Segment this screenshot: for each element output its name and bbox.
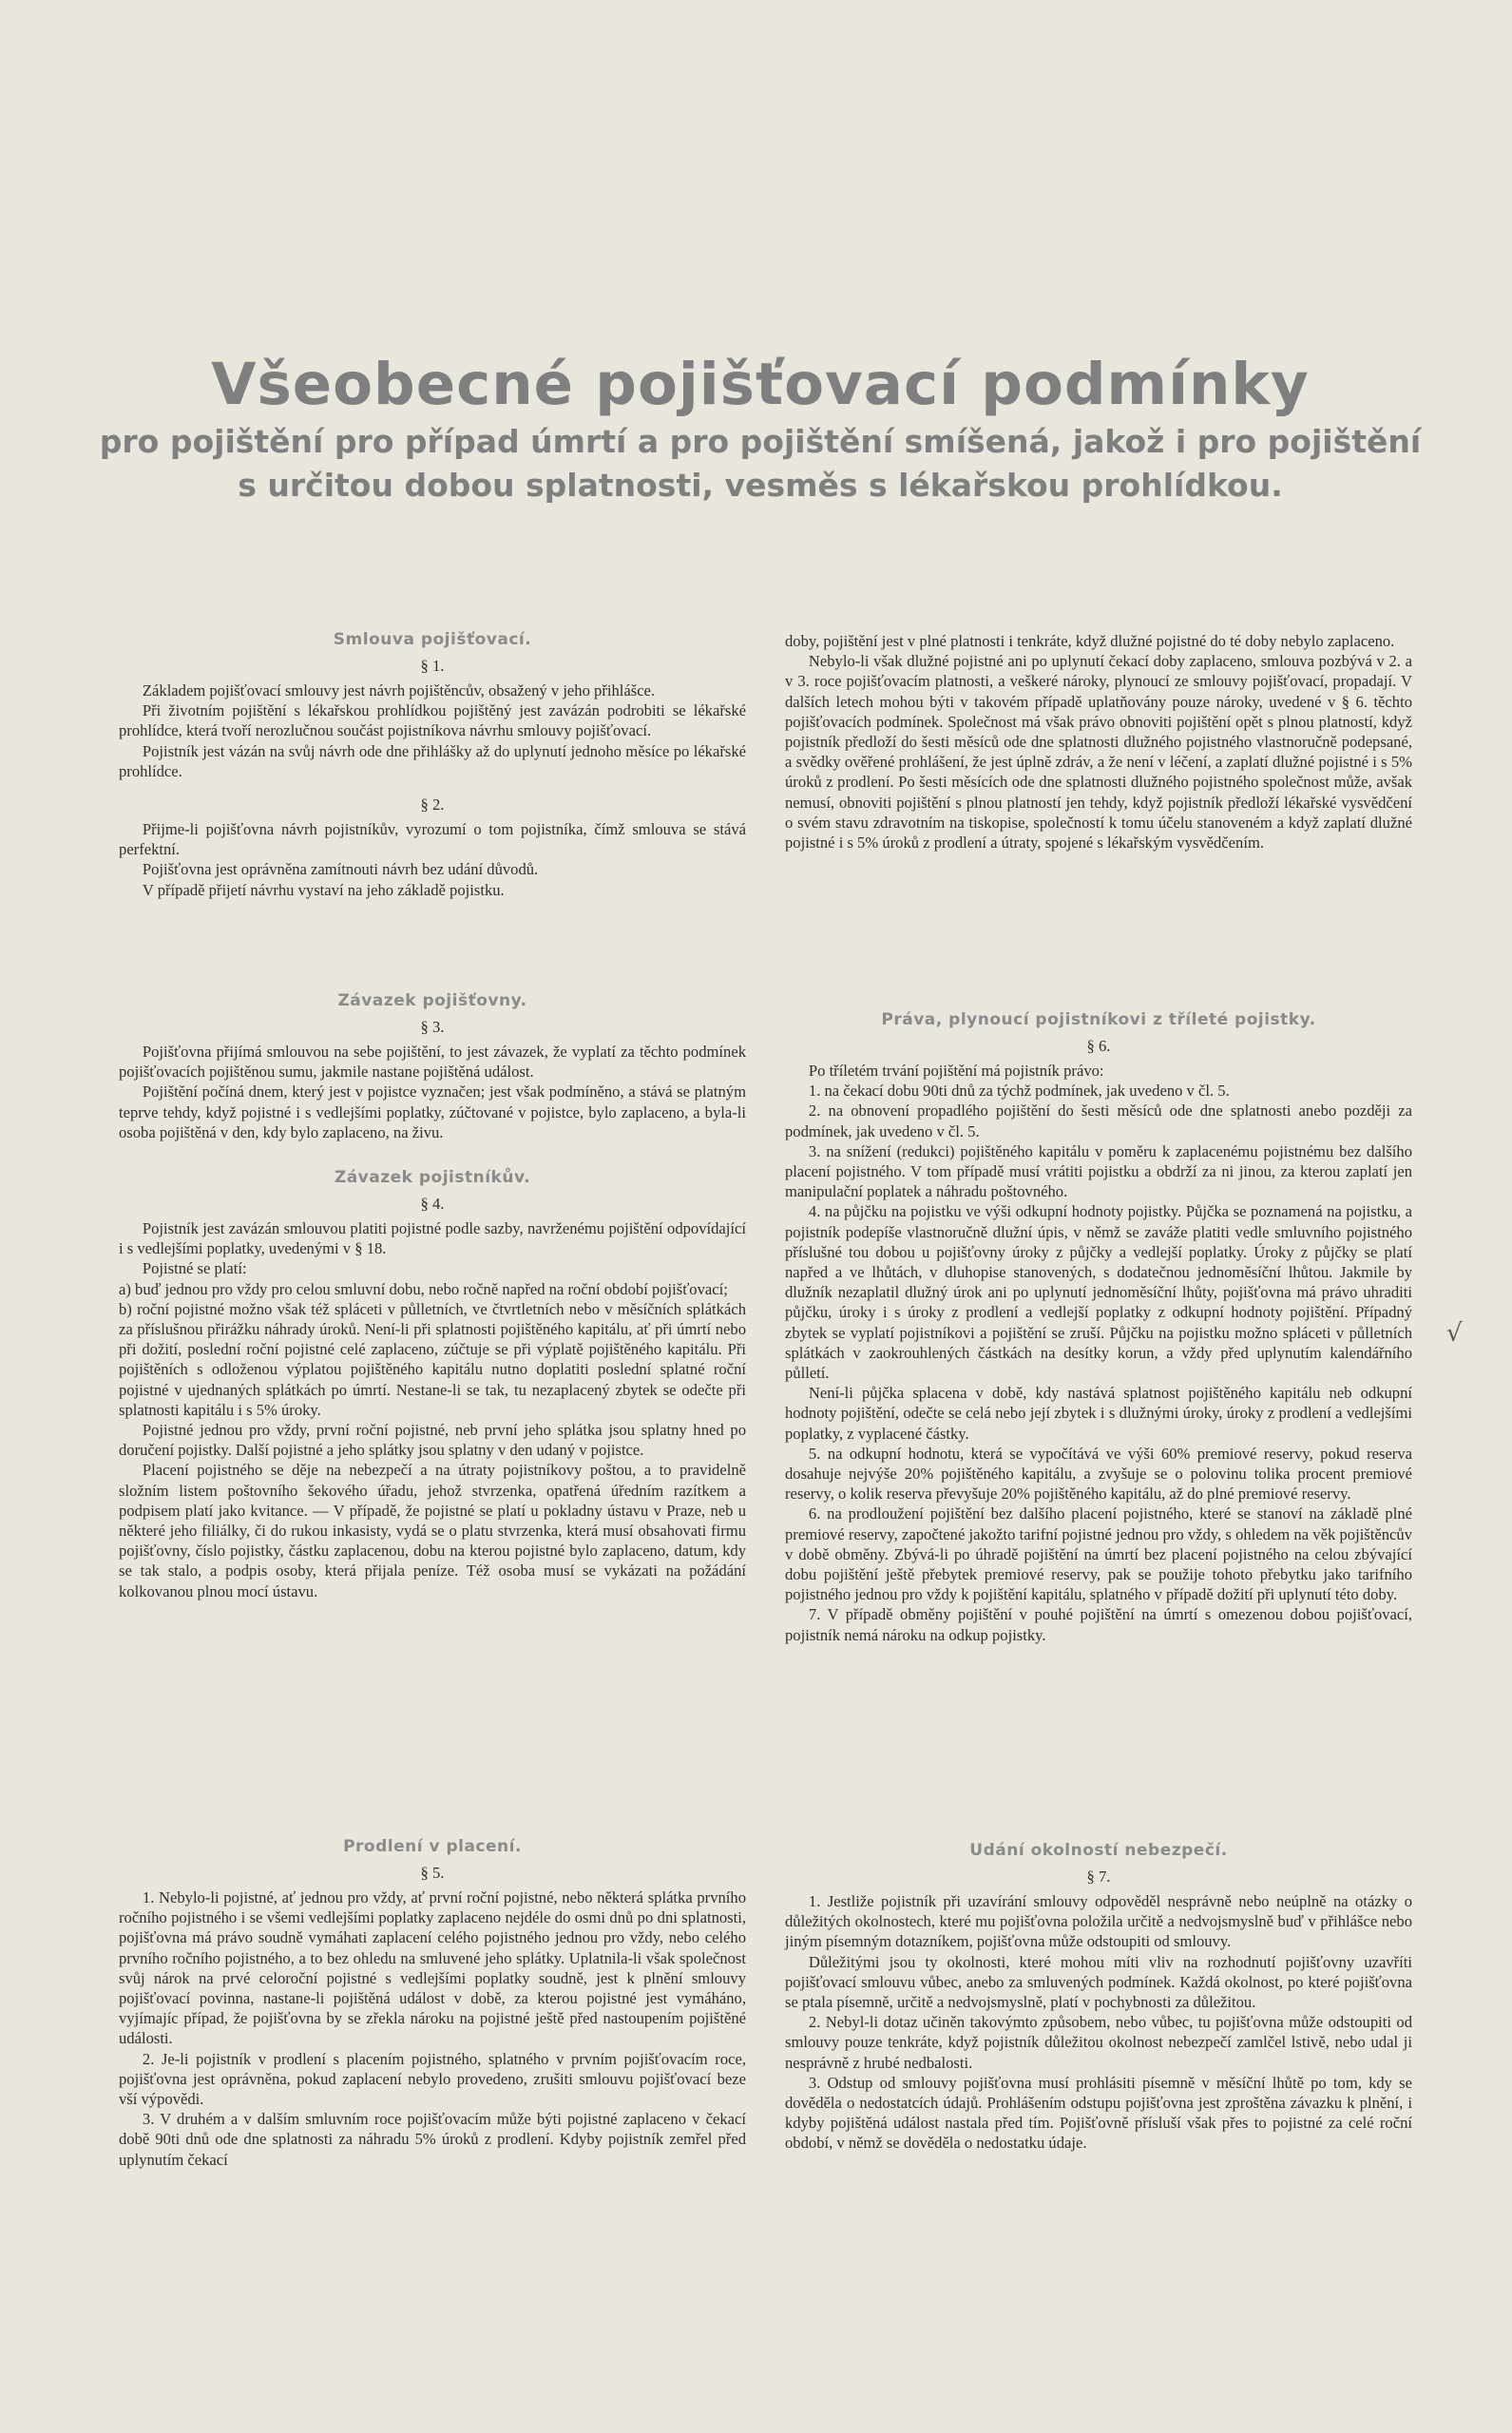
paragraph-text: Pojištění počíná dnem, který jest v pojistce vyznačen; jest však podmíněno, a stává se platným teprve tehdy, když pojistné i s vedlejšími poplatky, zúčtované v pojistce, bylo zaplaceno, a byla-li osoba pojištěná v den, kdy bylo zaplaceno, na živu. (119, 1082, 746, 1141)
section-zavazek-pojistovny (119, 990, 746, 1601)
section-heading: Práva, plynoucí pojistníkovi z tříleté pojistky. (881, 1010, 1316, 1029)
paragraph-number: § 5. (420, 1864, 445, 1882)
paragraph-text: Přijme-li pojišťovna návrh pojistníkův, vyrozumí o tom pojistníka, čímž smlouva se stává perfektní. (119, 820, 746, 859)
document-subtitle: pro pojištění pro případ úmrtí a pro pojištění smíšená, jakož i pro pojištění s určitou dobou splatnosti, vesměs s lékařskou prohlídkou. (99, 423, 1422, 504)
paragraph-text: V případě přijetí návrhu vystaví na jeho základě pojistku. (142, 880, 505, 899)
paragraph-text: 1. Jestliže pojistník při uzavírání smlouvy odpověděl nesprávně nebo neúplně na otázky o důležitých okolnostech, které mu pojišťovna položila určitě a nedvojsmyslně buď v přihlášce nebo jiným písemným dotazníkem, pojišťovna může odstoupiti od smlouvy. (785, 1892, 1412, 1951)
paragraph-text: Po tříletém trvání pojištění má pojistník právo: (808, 1062, 1104, 1080)
paragraph-text: 3. na snížení (redukci) pojištěného kapitálu v poměru k zaplacenému pojistnému bez dalšího placení pojistného. V tom případě musí vrátiti pojistku a obdrží za ni jinou, za kterou zaplatí jen manipulační poplatek a náhradu poštovného. (785, 1141, 1412, 1201)
paragraph-text: 6. na prodloužení pojištění bez dalšího placení pojistného, které se stanoví na základě plné premiové reservy, započtené jakožto tarifní pojistné jednou pro vždy, s ohledem na věk pojištěncův v době obměny. Zbývá-li po úhradě pojištění na úmrtí bez placení pojistného na celou zbývající dobu pojištění ještě přebytek premiové reservy, pak se použije tohoto přebytku jako tarifního pojistného jednou pro vždy k pojištění kapitálu, splatného v případě dožití při uplynutí této doby. (785, 1504, 1412, 1604)
section-prodleni-continued (785, 631, 1412, 853)
section-prodleni (119, 1836, 746, 2170)
section-heading: Závazek pojišťovny. (337, 991, 527, 1010)
section-heading: Závazek pojistníkův. (334, 1168, 531, 1188)
paragraph-text: 3. V druhém a v dalším smluvním roce pojišťovacím může býti pojistné zaplaceno v čekací době 90ti dnů ode dne splatnosti za náhradu 5% úroků z prodlení. Kdyby pojistník zemřel před uplynutím čekací (119, 2110, 746, 2169)
paragraph-text: 4. na půjčku na pojistku ve výši odkupní hodnoty pojistky. Půjčka se poznamená na pojistku, a pojistník podepíše vlastnoručně dlužní úpis, v němž se zaváže platiti vedle smluvního pojistného příslušné tou dobou u pojišťovny úroky z půjčky a vedlejší poplatky. Úroky z půjčky se platí napřed a ve lhůtách, v dluhopise stanovených, s dodatečnou jednoměsíční lhůtou. Jakmile by dlužník nezaplatil dlužný úrok ani po uplynutí jednoměsíční lhůty, pojišťovna má právo uhraditi půjčku, úroky i s úroky z prodlení a vedlejší poplatky z odkupní hodnoty pojištění. Případný zbytek se vyplatí pojistníkovi a pojištění se zruší. Půjčku na pojistku možno spláceti v půlletních splátkách v zaokrouhlených částkách na desítky korun, a vždy před uplynutím kalendářního půlletí. (785, 1202, 1412, 1383)
paragraph-text: Není-li půjčka splacena v době, kdy nastává splatnost pojištěného kapitálu neb odkupní hodnoty pojištění, odečte se celá nebo její zbytek i s dlužnými úroky, úroky z prodlení a vedlejšími poplatky, z vyplacené částky. (785, 1384, 1412, 1443)
paragraph-text: 2. Je-li pojistník v prodlení s placením pojistného, splatného v prvním pojišťovacím roce, pojišťovna jest oprávněna, pokud zaplacení nebylo provedeno, zrušiti smlouvu pojišťovací beze vší výpovědi. (119, 2049, 746, 2109)
section-udani (785, 1840, 1412, 2154)
paragraph-number: § 2. (420, 795, 445, 814)
handwritten-check-mark: √ (1446, 1319, 1463, 1348)
paragraph-text: Základem pojišťovací smlouvy jest návrh pojištěncův, obsažený v jeho přihlášce. (142, 681, 656, 699)
paragraph-number: § 6. (1086, 1037, 1111, 1055)
section-prava (785, 1009, 1412, 1645)
list-item: b) roční pojistné možno však též spláceti v půlletních, ve čtvrtletních nebo v měsíčních splátkách za příslušnou přirážku náhrady úroků. Není-li při splatnosti pojištěného kapitálu, ať při úmrtí nebo při dožití, poslední roční pojistné celé zaplaceno, zúčtuje se při výplatě pojištěného kapitálu. Při pojištěních s odloženou výplatou pojištěného kapitálu nutno doplatiti poslední splatné roční pojistné v ujednaných splátkách po úmrtí. Nestane-li se tak, tu nezaplacený zbytek se odečte při splatnosti kapitálu i s 5% úroky. (119, 1299, 746, 1419)
section-smlouva (119, 629, 746, 900)
paragraph-text: 2. Nebyl-li dotaz učiněn takovýmto způsobem, nebo vůbec, tu pojišťovna může odstoupiti od smlouvy pouze tenkráte, když pojistník důležitou okolnost nebezpečí zamlčel lstivě, nebo udal ji nesprávně z hrubé nedbalosti. (785, 2013, 1412, 2072)
section-heading: Smlouva pojišťovací. (333, 630, 532, 649)
section-heading: Prodlení v placení. (343, 1837, 522, 1856)
paragraph-text: 3. Odstup od smlouvy pojišťovna musí prohlásiti písemně v měsíční lhůtě po tom, kdy se dověděla o nedostatcích údajů. Prohlášením odstupu pojišťovna jest zproštěna závazku k plnění, i kdyby pojištěná událost nastala před tím. Pojišťovně přísluší však přes to pojistné za celé roční období, v němž se dověděla o nedostatku údaje. (785, 2073, 1412, 2153)
list-item: a) buď jednou pro vždy pro celou smluvní dobu, nebo ročně napřed na roční období pojišťovací; (119, 1279, 728, 1298)
paragraph-text: 1. Nebylo-li pojistné, ať jednou pro vždy, ať první roční pojistné, nebo některá splátka prvního ročního pojistného i se všemi vedlejšími poplatky zaplaceno nejdéle do osmi dnů po dni splatnosti, pojišťovna má právo soudně vymáhati zaplacení celého pojistného jednou pro vždy, nebo celého prvního ročního pojistného, a to bez ohledu na smluvené jeho splátky. Uplatnila-li však společnost svůj nárok na prvé celoroční pojistné s vedlejšími poplatky soudně, jest k plnění smlouvy pojišťovací povinna, nastane-li pojištěná událost v době, za kterou pojistné jest vymáháno, vyjímajíc případ, že pojišťovna by se zřekla nároku na pojistné ještě před nastoupením pojištěné události. (119, 1888, 746, 2048)
paragraph-number: § 7. (1086, 1868, 1111, 1886)
paragraph-number: § 1. (420, 657, 445, 675)
paragraph-text: Pojistník jest vázán na svůj návrh ode dne přihlášky až do uplynutí jednoho měsíce po lékařské prohlídce. (119, 741, 746, 780)
paragraph-number: § 3. (420, 1018, 445, 1036)
paragraph-text: 5. na odkupní hodnotu, která se vypočítává ve výši 60% premiové reservy, pokud reserva dosahuje nejvýše 20% pojištěného kapitálu, a zvyšuje se o polovinu tolika procent premiové reservy, o kolik reserva převyšuje 20% pojištěného kapitálu, až do plné premiové reservy. (785, 1444, 1412, 1504)
paragraph-text: Pojišťovna jest oprávněna zamítnouti návrh bez udání důvodů. (142, 860, 539, 879)
paragraph-text: 1. na čekací dobu 90ti dnů za týchž podmínek, jak uvedeno v čl. 5. (808, 1082, 1230, 1101)
section-heading: Udání okolností nebezpečí. (969, 1841, 1228, 1860)
paragraph-text: doby, pojištění jest v plné platnosti i tenkráte, když dlužné pojistné do té doby nebylo zaplaceno. (785, 632, 1395, 650)
paragraph-text: Pojistné se platí: (142, 1259, 247, 1278)
paragraph-text: Pojistné jednou pro vždy, první roční pojistné, neb první jeho splátka jsou splatny hned po doručení pojistky. Další pojistné a jeho splátky jsou splatny v den udaný v pojistce. (119, 1421, 746, 1460)
paragraph-text: 7. V případě obměny pojištění v pouhé pojištění na úmrtí s omezenou dobou pojišťovací, pojistník nemá nároku na odkup pojistky. (785, 1605, 1412, 1644)
document-title: Všeobecné pojišťovací podmínky (211, 351, 1310, 418)
paragraph-text: Pojistník jest zavázán smlouvou platiti pojistné podle sazby, navrženému pojištění odpovídající i s vedlejšími poplatky, uvedenými v § 18. (119, 1219, 746, 1258)
paragraph-text: Při životním pojištění s lékařskou prohlídkou pojištěný jest zavázán podrobiti se lékařské prohlídce, která tvoří nerozlučnou součást pojistníkova návrhu smlouvy pojišťovací. (119, 701, 746, 740)
paragraph-text: Pojišťovna přijímá smlouvou na sebe pojištění, to jest závazek, že vyplatí za těchto podmínek pojišťovacích pojištěnou sumu, jakmile nastane pojištěná událost. (119, 1043, 746, 1082)
paragraph-text: Nebylo-li však dlužné pojistné ani po uplynutí čekací doby zaplaceno, smlouva pozbývá v 2. a v 3. roce pojišťovacím platnosti, a veškeré nároky, plynoucí ze smlouvy pojišťovací, propadají. V dalších letech mohou býti v takovém případě uplatňovány pouze nároky, uvedené v § 6. těchto pojišťovacích podmínek. Společnost má však právo obnoviti pojištění opět s plnou platností, když pojistník předloží do šesti měsíců ode dne splatnosti dlužného pojistného vlastnoručně podepsané, a svědky ověřené prohlášení, že jest úplně zdráv, a že není v léčení, a zaplatí dlužné pojistné i s 5% úroků z prodlení. Po šesti měsících ode dne splatnosti dlužného pojistného společnost může, avšak nemusí, obnoviti pojištění s plnou platností jen tehdy, když pojistník předloží lékařské vysvědčení o svém stavu zdravotním na tiskopise, společností k tomu účelu stanoveném a když zaplatí dlužné pojistné i s 5% úroků z prodlení a útraty, spojené s lékařským vysvědčením. (785, 652, 1412, 853)
paragraph-text: 2. na obnovení propadlého pojištění do šesti měsíců ode dne splatnosti anebo později za podmínek, jak uvedeno v čl. 5. (785, 1102, 1412, 1140)
paragraph-number: § 4. (420, 1195, 445, 1214)
paragraph-text: Placení pojistného se děje na nebezpečí a na útraty pojistníkovy poštou, a to pravidelně složním listem poštovního šekového úřadu, jehož stvrzenka, opatřená úředním razítkem a podpisem platí jako kvitance. — V případě, že pojistné se platí u pokladny ústavu v Praze, neb u některé jeho filiálky, či do rukou inkasisty, vydá se o platu stvrzenka, která musí obsahovati firmu pojišťovny, číslo pojistky, částku zaplacenou, dobu na kterou pojistné bylo zaplaceno, datum, kdy se tak stalo, a podpis osoby, která přijala peníze. Též osoba musí se vykázati na požádání kolkovanou plnou mocí ústavu. (119, 1461, 746, 1600)
paragraph-text: Důležitými jsou ty okolnosti, které mohou míti vliv na rozhodnutí pojišťovny uzavříti pojišťovací smlouvu vůbec, anebo za smluvených podmínek. Každá okolnost, po které pojišťovna se ptala písemně, určitě a nedvojsmyslně, platí v pochybnosti za důležitou. (785, 1952, 1412, 2012)
